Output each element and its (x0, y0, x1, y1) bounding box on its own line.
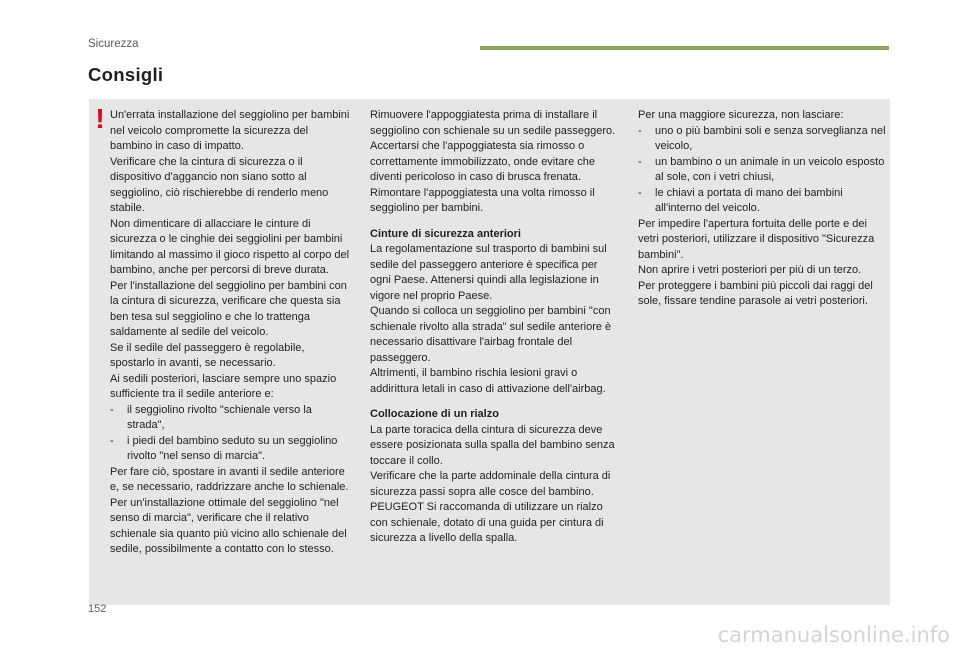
paragraph: Verificare che la parte addominale della cintura di sicurezza passi sopra alle cosce del bambino. (370, 470, 611, 498)
paragraph: Quando si colloca un seggiolino per bambini "con schienale rivolto alla strada" sul sedile anteriore è necessario disattivare l'airbag frontale del passeggero. (370, 305, 612, 364)
column-extra-safety (638, 108, 888, 310)
watermark: carmanualsonline.info (717, 623, 950, 647)
paragraph: Non dimenticare di allacciare le cinture di sicurezza o le cinghie dei seggiolini per bambini limitando al massimo il gioco rispetto al corpo del bambino, anche per percorsi di breve durata. (110, 217, 350, 276)
subheading-front-seatbelts: Cinture di sicurezza anteriori (370, 227, 521, 240)
header-rule (480, 46, 889, 50)
section-label: Sicurezza (88, 38, 139, 50)
paragraph: Se il sedile del passeggero è regolabile, spostarlo in avanti, se necessario. (110, 341, 305, 369)
list-item: - uno o più bambini soli e senza sorveglianza nel veicolo, (638, 124, 888, 155)
paragraph: Per fare ciò, spostare in avanti il sedile anteriore e, se necessario, raddrizzare anche lo schienale. (110, 465, 349, 493)
page-title: Consigli (88, 64, 164, 85)
paragraph: Rimuovere l'appoggiatesta prima di installare il seggiolino con schienale su un sedile passeggero. (370, 109, 616, 137)
paragraph: Per proteggere i bambini più piccoli dai raggi del sole, fissare tendine parasole ai vetri posteriori. (638, 279, 873, 307)
paragraph: Per impedire l'apertura fortuita delle porte e dei vetri posteriori, utilizzare il dispositivo "Sicurezza bambini". (638, 217, 875, 261)
paragraph: Ai sedili posteriori, lasciare sempre uno spazio sufficiente tra il sedile anteriore e: (110, 372, 337, 400)
paragraph: Verificare che la cintura di sicurezza o il dispositivo d'aggancio non siano sotto al seggiolino, ciò rischierebbe di renderlo meno stabile. (110, 155, 329, 214)
list-item: - le chiavi a portata di mano dei bambini all'interno del veicolo. (638, 186, 888, 217)
list-item: - un bambino o un animale in un veicolo esposto al sole, con i vetri chiusi, (638, 155, 888, 186)
paragraph: Per l'installazione del seggiolino per bambini con la cintura di sicurezza, verificare che questa sia ben tesa sul seggiolino e che lo trattenga saldamente al sedile del veicolo. (110, 279, 347, 338)
paragraph: Per una maggiore sicurezza, non lasciare: (638, 109, 844, 121)
paragraph: La regolamentazione sul trasporto di bambini sul sedile del passeggero anteriore è specifica per ogni Paese. Attenersi quindi alla legislazione in vigore nel proprio Paese. (370, 243, 607, 302)
column-warning-text (110, 108, 352, 558)
paragraph: Per un'installazione ottimale del seggiolino "nel senso di marcia", verificare che il relativo schienale sia quanto più vicino allo schienale del sedile, possibilmente a contatto con lo stesso. (110, 496, 347, 555)
list-item: - il seggiolino rivolto "schienale verso la strada", (110, 403, 352, 434)
paragraph: La parte toracica della cintura di sicurezza deve essere posizionata sulla spalla del bambino senza toccare il collo. (370, 423, 615, 467)
page-number: 152 (88, 603, 107, 615)
column-headrest-and-seatbelts (370, 108, 620, 547)
exclamation-icon: ! (95, 103, 105, 134)
subheading-booster-seat: Collocazione di un rialzo (370, 408, 499, 420)
list-item: - i piedi del bambino seduto su un seggiolino rivolto "nel senso di marcia". (110, 434, 352, 465)
paragraph: Accertarsi che l'appoggiatesta sia rimosso o correttamente immobilizzato, onde evitare che diventi pericoloso in caso di brusca frenata. Rimontare l'appoggiatesta una volta rimosso il seggiolino per bambini. (370, 140, 595, 214)
paragraph: Non aprire i vetri posteriori per più di un terzo. (638, 264, 862, 276)
paragraph: PEUGEOT Si raccomanda di utilizzare un rialzo con schienale, dotato di una guida per cintura di sicurezza a livello della spalla. (370, 501, 604, 544)
paragraph: Altrimenti, il bambino rischia lesioni gravi o addirittura letali in caso di attivazione dell'airbag. (370, 367, 606, 395)
paragraph: Un'errata installazione del seggiolino per bambini nel veicolo compromette la sicurezza del bambino in caso di impatto. (110, 109, 350, 152)
